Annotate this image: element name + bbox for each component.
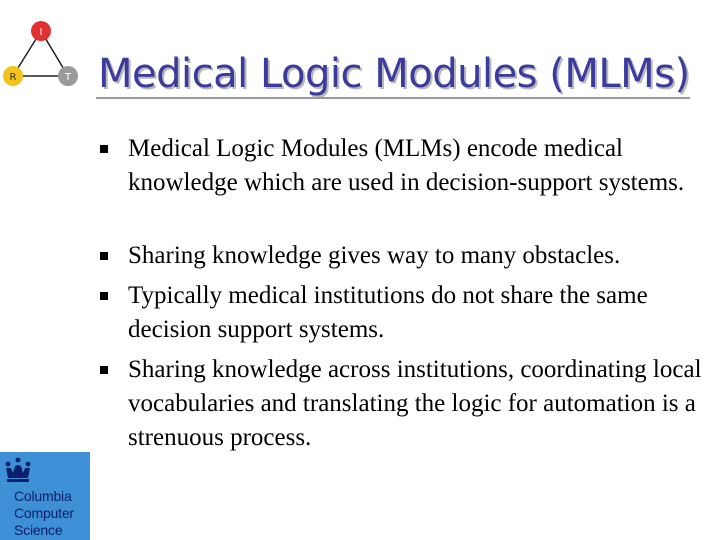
bullet-text: Typically medical institutions do not share the same decision support systems.	[128, 282, 648, 343]
wordmark-line: Computer	[14, 505, 74, 521]
logo-node-top-label: I	[39, 27, 43, 38]
bullet-text: Sharing knowledge gives way to many obstacles.	[128, 242, 621, 269]
square-bullet-icon	[100, 252, 108, 260]
bullet-text: Medical Logic Modules (MLMs) encode medical knowledge which are used in decision-support systems.	[128, 135, 685, 196]
slide-title: Medical Logic Modules (MLMs)	[98, 51, 690, 97]
square-bullet-icon	[100, 145, 108, 153]
columbia-computer-science-wordmark	[14, 488, 74, 539]
logo-node-left-label: R	[9, 72, 17, 83]
bullet-text: Sharing knowledge across institutions, coordinating local vocabularies and translating the logic for automation is a strenuous process.	[128, 356, 702, 451]
bullet-item	[128, 353, 703, 455]
crown-icon	[2, 456, 34, 484]
wordmark-line: Science	[14, 522, 63, 538]
bullet-item	[128, 239, 703, 273]
bullet-item	[128, 279, 703, 347]
square-bullet-icon	[100, 292, 108, 300]
square-bullet-icon	[100, 366, 108, 374]
wordmark-line: Columbia	[14, 488, 72, 504]
logo-node-right-label: T	[64, 72, 72, 83]
bullet-item	[128, 132, 703, 200]
